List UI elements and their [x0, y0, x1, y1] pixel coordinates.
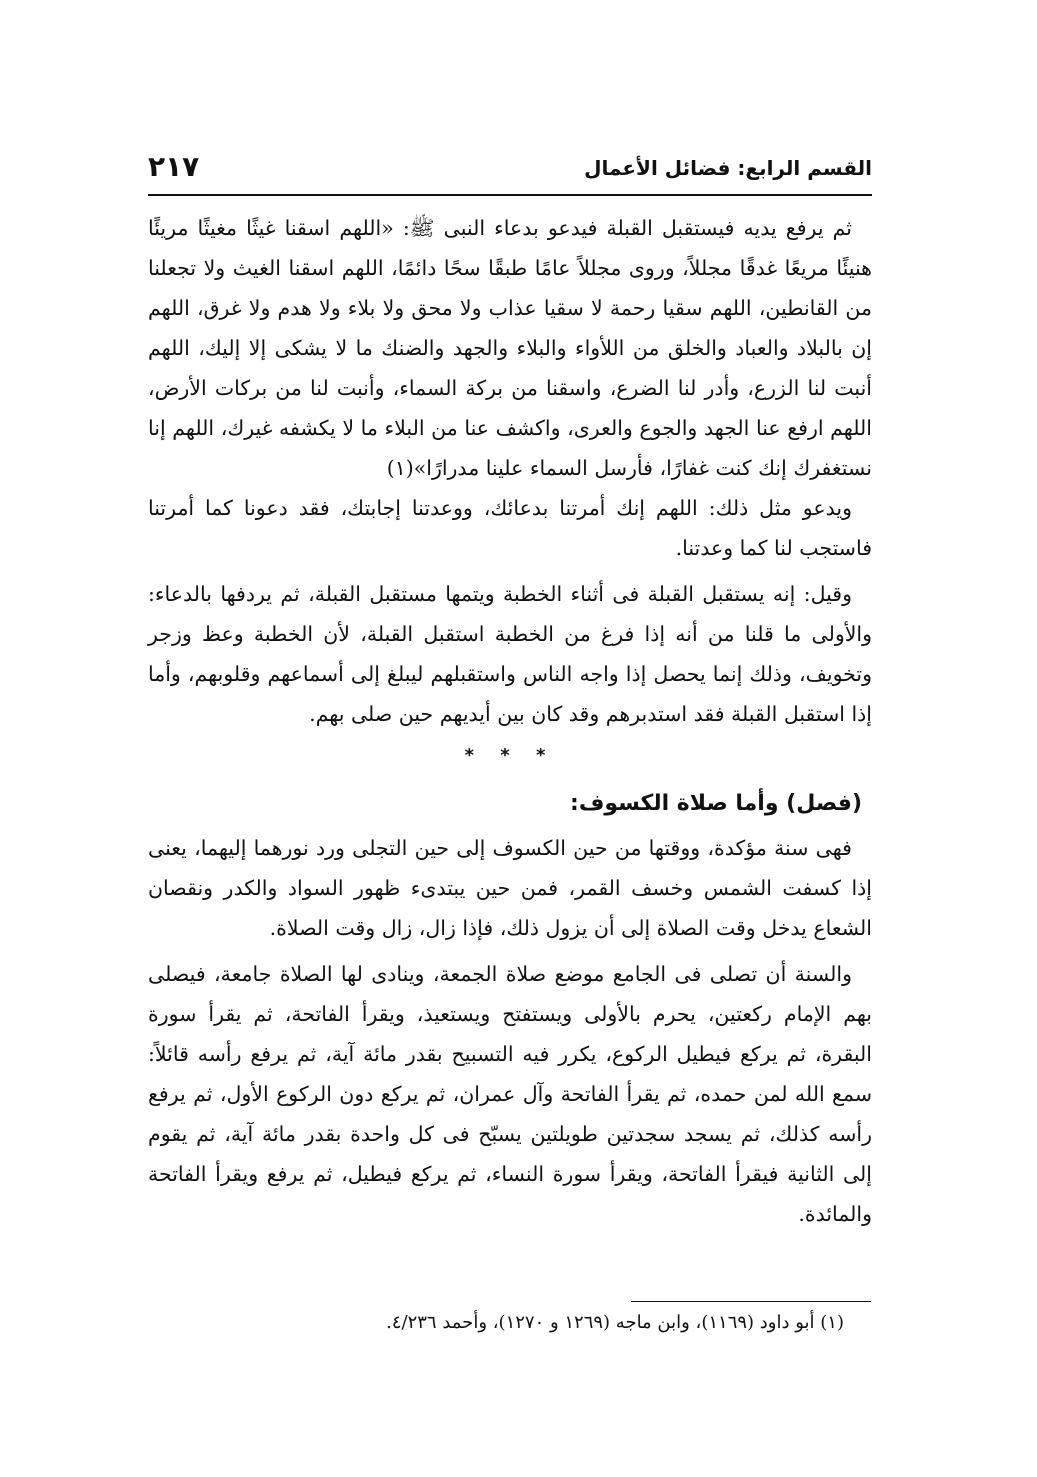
section-heading-eclipse: (فصل) وأما صلاة الكسوف:	[570, 791, 862, 816]
page-body	[148, 208, 872, 1234]
page-number: ٢١٧	[148, 150, 200, 183]
page-header	[148, 150, 872, 192]
header-rule	[148, 194, 872, 196]
footnote-rule	[631, 1301, 871, 1302]
chapter-title: القسم الرابع: فضائل الأعمال	[584, 156, 872, 180]
paragraph-eclipse-timing: فهى سنة مؤكدة، ووقتها من حين الكسوف إلى حين التجلى ورد نورهما إليهما، يعنى إذا كسفت الشمس وخسف القمر، فمن حين يبتدىء ظهور السواد والكدر ونقصان الشعاع يدخل وقت الصلاة إلى أن يزول ذلك، فإذا زال، زال وقت الصلاة.	[148, 836, 872, 940]
paragraph-eclipse-method: والسنة أن تصلى فى الجامع موضع صلاة الجمعة، وينادى لها الصلاة جامعة، فيصلى بهم الإمام ركعتين، يحرم بالأولى ويستفتح ويستعيذ، ويقرأ الفاتحة، ثم يقرأ سورة البقرة، ثم يركع فيطيل الركوع، يكرر فيه التسبيح بقدر مائة آية، ثم يرفع رأسه قائلاً: سمع الله لمن حمده، ثم يقرأ الفاتحة وآل عمران، ثم يركع دون الركوع الأول، ثم يرفع رأسه كذلك، ثم يسجد سجدتين طويلتين يسبّح فى كل واحدة بقدر مائة آية، ثم يقوم إلى الثانية فيقرأ الفاتحة، ويقرأ سورة النساء، ثم يركع فيطيل، ثم يرفع ويقرأ الفاتحة والمائدة.	[148, 962, 872, 1226]
section-separator: * * *	[464, 745, 556, 766]
paragraph-qibla-opinion: وقيل: إنه يستقبل القبلة فى أثناء الخطبة ويتمها مستقبل القبلة، ثم يردفها بالدعاء: والأولى ما قلنا من أنه إذا فرغ من الخطبة استقبل القبلة، لأن الخطبة وعظ وزجر وتخويف، وذلك إنما يحصل إذا واجه الناس واستقبلهم ليبلغ إلى أسماعهم وقلوبهم، وأما إذا استقبل القبلة فقد استدبرهم وقد كان بين أيديهم حين صلى بهم.	[148, 582, 872, 726]
footnote: (١) أبو داود (١١٦٩)، وابن ماجه (١٢٦٩ و ١٢٧٠)، وأحمد ٤/٢٣٦.	[386, 1312, 844, 1333]
paragraph-prayer: ثم يرفع يديه فيستقبل القبلة فيدعو بدعاء النبى ﷺ: «اللهم اسقنا غيثًا مغيثًا مريئًا هنيئًا مريعًا غدقًا مجللاً، وروى مجللاً عامًا طبقًا سحًا دائمًا، اللهم اسقنا الغيث ولا تجعلنا من القانطين، اللهم سقيا رحمة لا سقيا عذاب ولا محق ولا بلاء ولا هدم ولا غرق، اللهم إن بالبلاد والعباد والخلق من اللأواء والبلاء والجهد والضنك ما لا يشكى إلا إليك، اللهم أنبت لنا الزرع، وأدر لنا الضرع، واسقنا من بركة السماء، وأنبت لنا من بركات الأرض، اللهم ارفع عنا الجهد والجوع والعرى، واكشف عنا من البلاء ما لا يكشفه غيرك، اللهم إنا نستغفرك إنك كنت غفارًا، فأرسل السماء علينا مدرارًا»(١)	[148, 216, 872, 480]
paragraph-supplication: ويدعو مثل ذلك: اللهم إنك أمرتنا بدعائك، ووعدتنا إجابتك، فقد دعونا كما أمرتنا فاستجب لنا كما وعدتنا.	[148, 496, 872, 560]
